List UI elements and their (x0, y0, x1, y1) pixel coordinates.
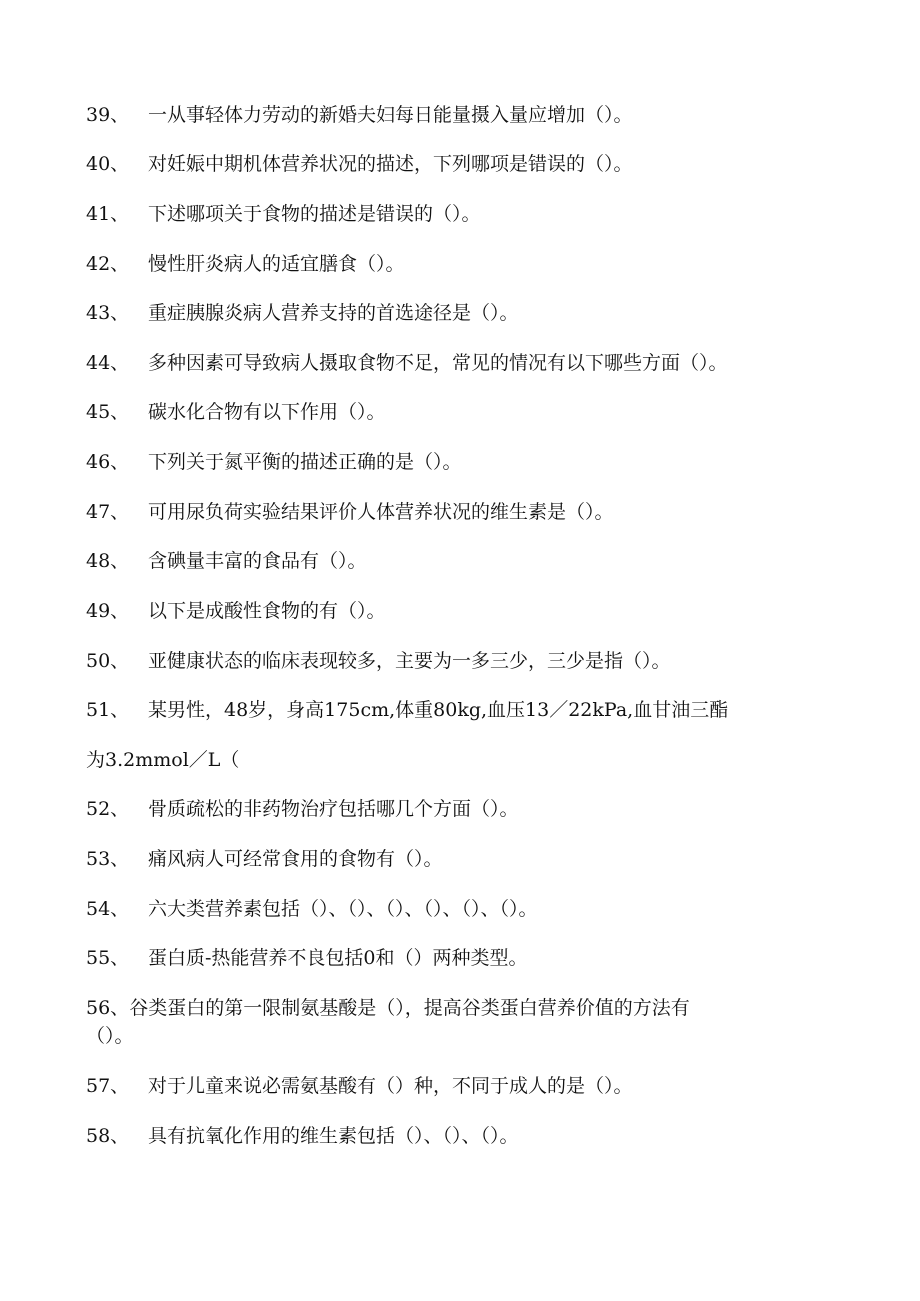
question-number: 56、 (86, 997, 130, 1019)
question-43 (86, 301, 519, 325)
question-47 (86, 500, 614, 524)
question-text: 以下是成酸性食物的有（）。 (148, 600, 386, 622)
question-text: 下述哪项关于食物的描述是错误的（）。 (148, 203, 481, 225)
question-text: 六大类营养素包括（）、（）、（）、（）、（）、（）。 (148, 898, 538, 920)
question-44 (86, 351, 728, 375)
question-number: 57、 (86, 1075, 130, 1097)
question-text: 痛风病人可经常食用的食物有（）。 (148, 848, 443, 870)
question-49 (86, 599, 386, 623)
question-number: 42、 (86, 253, 130, 275)
question-50 (86, 649, 671, 673)
question-56-continuation: （）。 (86, 1025, 134, 1047)
question-number: 54、 (86, 898, 130, 920)
question-42 (86, 252, 405, 276)
question-text: 多种因素可导致病人摄取食物不足，常见的情况有以下哪些方面（）。 (148, 352, 728, 374)
question-number: 58、 (86, 1125, 130, 1147)
question-text: 重症胰腺炎病人营养支持的首选途径是（）。 (148, 302, 519, 324)
question-text: 可用尿负荷实验结果评价人体营养状况的维生素是（）。 (148, 501, 614, 523)
question-52 (86, 797, 519, 821)
question-text: 蛋白质-热能营养不良包括0和（）两种类型。 (148, 947, 528, 969)
question-number: 45、 (86, 401, 130, 423)
question-text: 对于儿童来说必需氨基酸有（）种，不同于成人的是（）。 (148, 1075, 633, 1097)
question-number: 44、 (86, 352, 130, 374)
question-number: 43、 (86, 302, 130, 324)
question-55 (86, 946, 528, 970)
question-text: 亚健康状态的临床表现较多，主要为一多三少，三少是指（）。 (148, 650, 671, 672)
question-number: 49、 (86, 600, 130, 622)
question-51-continuation: 为3.2mmol／L（ (86, 749, 240, 771)
question-text: 对妊娠中期机体营养状况的描述，下列哪项是错误的（）。 (148, 153, 633, 175)
question-53 (86, 847, 443, 871)
question-number: 40、 (86, 153, 130, 175)
question-57 (86, 1074, 633, 1098)
question-text: 含碘量丰富的食品有（）。 (148, 550, 367, 572)
question-number: 39、 (86, 104, 130, 126)
question-41 (86, 202, 481, 226)
question-45 (86, 400, 386, 424)
question-text: 具有抗氧化作用的维生素包括（）、（）、（）。 (148, 1125, 519, 1147)
question-text: 慢性肝炎病人的适宜膳食（）。 (148, 253, 405, 275)
question-51 (86, 698, 728, 722)
question-number: 47、 (86, 501, 130, 523)
question-40 (86, 152, 633, 176)
question-text: 骨质疏松的非药物治疗包括哪几个方面（）。 (148, 798, 519, 820)
question-number: 48、 (86, 550, 130, 572)
question-number: 46、 (86, 451, 130, 473)
question-number: 55、 (86, 947, 130, 969)
question-56 (86, 996, 690, 1020)
question-46 (86, 450, 462, 474)
question-text: 某男性，48岁，身高175cm,体重80kg,血压13／22kPa,血甘油三酯 (148, 699, 729, 721)
question-48 (86, 549, 367, 573)
question-number: 41、 (86, 203, 130, 225)
question-text: 一从事轻体力劳动的新婚夫妇每日能量摄入量应增加（）。 (148, 104, 633, 126)
question-text: 碳水化合物有以下作用（）。 (148, 401, 386, 423)
question-54 (86, 897, 538, 921)
question-text: 谷类蛋白的第一限制氨基酸是（），提高谷类蛋白营养价值的方法有 (129, 997, 690, 1019)
question-number: 53、 (86, 848, 130, 870)
question-58 (86, 1124, 519, 1148)
question-number: 51、 (86, 699, 130, 721)
question-number: 50、 (86, 650, 130, 672)
question-39 (86, 103, 633, 127)
question-text: 下列关于氮平衡的描述正确的是（）。 (148, 451, 462, 473)
question-number: 52、 (86, 798, 130, 820)
